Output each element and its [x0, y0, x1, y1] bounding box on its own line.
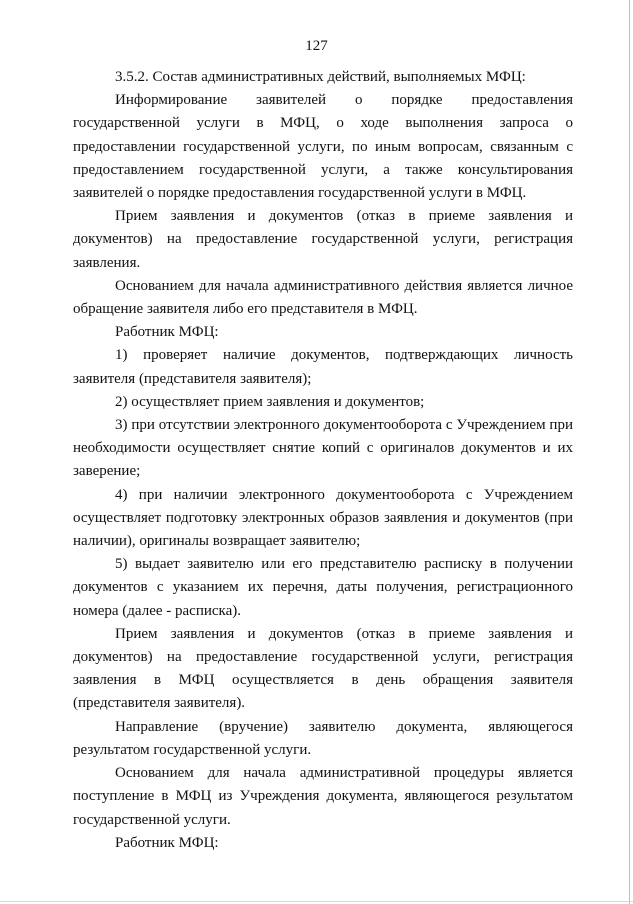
list-item: 3) при отсутствии электронного документооборота с Учреждением при необходимости осуществляет снятие копий с оригиналов документов и их заверение;: [73, 417, 573, 480]
scan-bottom-edge: [0, 901, 633, 902]
list-item: 2) осуществляет прием заявления и документов;: [115, 393, 425, 410]
paragraph: Прием заявления и документов (отказ в приеме заявления и документов) на предоставление государственной услуги, регистрация заявления в МФЦ осуществляется в день обращения заявителя (представителя заявителя).: [73, 625, 573, 712]
list-item: 4) при наличии электронного документооборота с Учреждением осуществляет подготовку электронных образов заявления и документов (при наличии), оригиналы возвращает заявителю;: [73, 486, 573, 550]
paragraph: Работник МФЦ:: [115, 324, 219, 341]
list-item: 1) проверяет наличие документов, подтверждающих личность заявителя (представителя заявителя);: [73, 347, 573, 387]
paragraph: Информирование заявителей о порядке предоставления государственной услуги в МФЦ, о ходе выполнения запроса о предоставлении государственной услуги, по иным вопросам, связанным с предоставлением государственной услуги, а также консультирования заявителей о порядке предоставления государственной услуги в МФЦ.: [73, 92, 573, 202]
scan-edge-line: [629, 0, 630, 904]
section-heading: 3.5.2. Состав административных действий, выполняемых МФЦ:: [115, 69, 526, 85]
paragraph: Прием заявления и документов (отказ в приеме заявления и документов) на предоставление государственной услуги, регистрация заявления.: [73, 208, 573, 271]
paragraph: Направление (вручение) заявителю документа, являющегося результатом государственной услуги.: [73, 718, 573, 758]
page-number: 127: [305, 38, 328, 54]
paragraph: Основанием для начала административной процедуры является поступление в МФЦ из Учреждения документа, являющегося результатом государственной услуги.: [73, 765, 573, 828]
paragraph: Работник МФЦ:: [115, 834, 219, 851]
paragraph: Основанием для начала административного действия является личное обращение заявителя либо его представителя в МФЦ.: [73, 277, 573, 318]
list-item: 5) выдает заявителю или его представителю расписку в получении документов с указанием их перечня, даты получения, регистрационного номера (далее - расписка).: [73, 556, 573, 619]
document-body: [73, 66, 573, 855]
